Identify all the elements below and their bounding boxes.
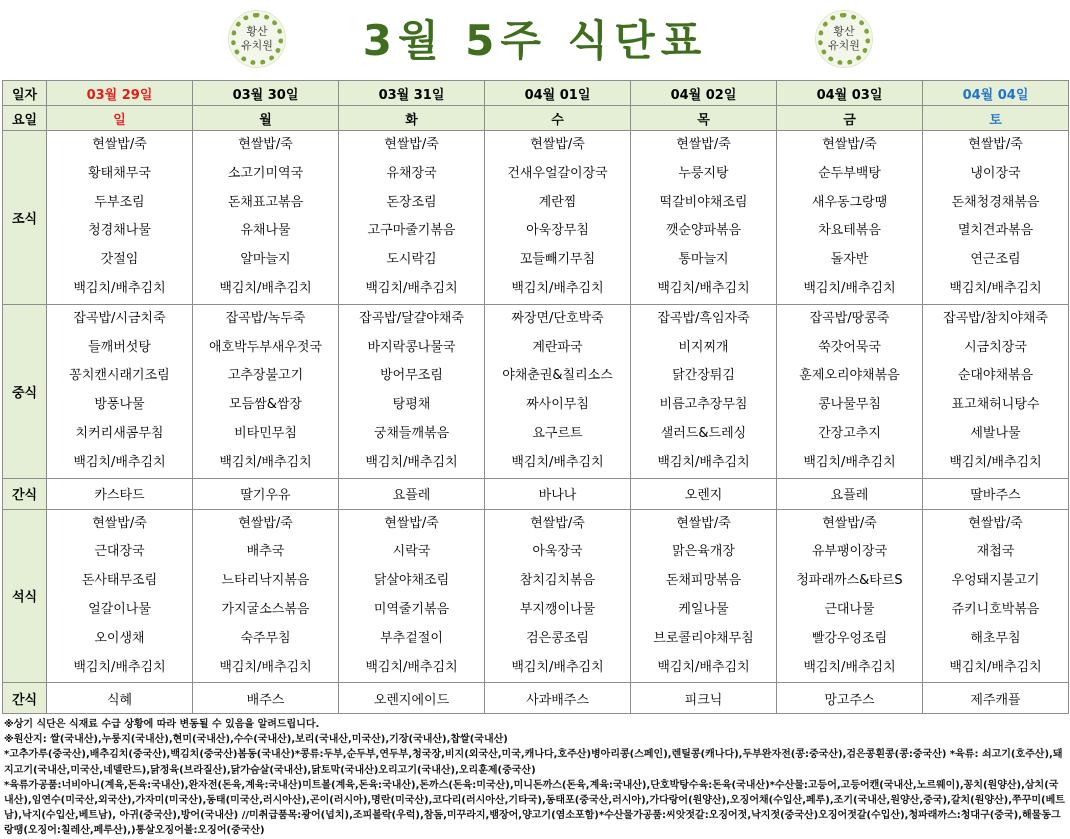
lunch-row <box>3 304 1069 478</box>
menu-item: 백김치/배추김치 <box>657 280 750 296</box>
breakfast-cell <box>47 131 193 305</box>
menu-item: 아욱장무침 <box>526 223 589 239</box>
breakfast-cell <box>485 131 631 305</box>
menu-item: 누룽지탕 <box>678 165 729 181</box>
lunch-cell <box>193 304 339 478</box>
note-origin-meat: *고추가루(중국산),배추김치(중국산),백김치(중국산)봄동(국내산)*콩류:두부,순두부,연두부,청국장,비지(외국산,미국,캐나다,호주산)병아리콩(스페인),렌틸콩(캐나다),두부완자전(콩:중국산),검은콩흰콩(콩:중국산) *육류: 쇠고기(호주산),돼지고기(국내산,미국산,네델란드),닭정육(브라질산),닭가슴살(국내산),닭토막(국내산)오리고기(국내산),오리훈제(중국산) <box>4 749 1063 776</box>
date-label: 일자 <box>3 81 47 106</box>
snack-item: 요플레 <box>777 478 923 509</box>
menu-item: 계란찜 <box>538 194 577 210</box>
menu-item: 깻순양파볶음 <box>665 223 742 239</box>
menu-item: 돈사태무조림 <box>81 573 158 589</box>
menu-item: 백김치/배추김치 <box>657 659 750 675</box>
menu-item: 꼬들빼기무침 <box>519 252 596 268</box>
menu-item: 방어무조림 <box>380 368 443 384</box>
menu-item: 현쌀밥/죽 <box>384 137 439 152</box>
lunch-label: 중식 <box>3 304 47 478</box>
lunch-cell <box>777 304 923 478</box>
menu-item: 쑥갓어묵국 <box>818 339 881 355</box>
menu-item: 계란파국 <box>532 339 583 355</box>
note-origin-seafood: *육류가공품:너비아니(계육,돈육:국내산),완자전(돈육,계육:국내산)미트볼(계육,돈육:국내산),돈까스(돈육:미국산),미니돈까스(돈육,계육:국내산),단호박탕수육:돈육(국내산)*수산물:고등어,고등어캔(국내산,노르웨이),꽁치(원양산),삼치(국내산),임연수(미국산,외국산),가자미(미국산),동태(미국산,러시아산),곤이(러시아),명란(미국산),코다리(러시아산,기타국),동태포(중국산,러시아),가다랑어(원양산),오징어채(수입산,페루),조기(국내산,원양산,중국),갈치(원양산),쭈꾸미(베트남),낙지(수입산,베트남), 아귀(중국산),방어(국내산) //미취급품목:광어(넙치),조피볼락(우럭),참돔,미꾸라지,뱀장어,양고기(염소포함)*수산물가공품:씨앗젓갈:오징어젓,낙지젓(중국산)오징어젓갈(수입산),청파래까스:청대구(중국),해물동그랑땡(오징어:칠레산,페루산),)통살오징어볼:오징어(중국산) <box>4 779 1065 837</box>
lunch-cell <box>339 304 485 478</box>
menu-item: 부추겉절이 <box>380 630 443 646</box>
menu-item: 비타민무침 <box>234 425 297 441</box>
menu-item: 부지깽이나물 <box>519 601 596 617</box>
note-disclaimer: ※상기 식단은 식재료 수급 상황에 따라 변동될 수 있음을 알려드립니다. <box>4 719 320 730</box>
menu-item: 백김치/배추김치 <box>73 454 166 470</box>
menu-item: 돈채표고볶음 <box>227 194 304 210</box>
menu-item: 유채장국 <box>386 165 437 181</box>
menu-item: 들깨버섯탕 <box>88 339 151 355</box>
date-cell: 03월 29일 <box>47 81 193 106</box>
menu-item: 차요테볶음 <box>818 223 881 239</box>
menu-item: 백김치/배추김치 <box>511 454 604 470</box>
menu-item: 돈채청경채볶음 <box>951 194 1040 210</box>
menu-item: 돈장조림 <box>386 194 437 210</box>
lunch-cell <box>485 304 631 478</box>
menu-item: 애호박두부새우젓국 <box>208 339 323 355</box>
day-row <box>3 106 1069 131</box>
menu-item: 백김치/배추김치 <box>219 454 312 470</box>
menu-item: 비지찌개 <box>678 339 729 355</box>
dinner-cell <box>47 509 193 683</box>
menu-item: 닭간장튀김 <box>672 368 735 384</box>
day-cell: 금 <box>777 106 923 131</box>
menu-item: 현쌀밥/죽 <box>384 515 439 531</box>
menu-item: 고구마줄기볶음 <box>367 223 456 239</box>
logo-right <box>815 10 873 68</box>
menu-item: 짜장면/단호박죽 <box>511 310 604 326</box>
snack-item: 딸기우유 <box>193 478 339 509</box>
menu-item: 미역줄기볶음 <box>373 601 450 617</box>
day-cell: 일 <box>47 106 193 131</box>
date-cell: 03월 30일 <box>193 81 339 106</box>
menu-item: 순대야채볶음 <box>957 368 1034 384</box>
dinner-cell <box>485 509 631 683</box>
date-cell: 04월 04일 <box>923 81 1069 106</box>
dinner-label: 석식 <box>3 509 47 683</box>
dinner-cell <box>193 509 339 683</box>
menu-item: 백김치/배추김치 <box>73 659 166 675</box>
menu-item: 바지락콩나물국 <box>367 339 456 355</box>
menu-item: 백김치/배추김치 <box>511 280 604 296</box>
snack-item: 식혜 <box>47 683 193 714</box>
page-title: 3월 5주 식단표 <box>362 16 708 65</box>
menu-item: 백김치/배추김치 <box>219 280 312 296</box>
menu-item: 세발나물 <box>970 425 1021 441</box>
menu-item: 청경채나물 <box>88 223 151 239</box>
snack-label: 간식 <box>3 478 47 509</box>
menu-item: 순두부백탕 <box>818 165 881 181</box>
day-cell: 수 <box>485 106 631 131</box>
menu-item: 현쌀밥/죽 <box>676 515 731 531</box>
snack-item: 오렌지에이드 <box>339 683 485 714</box>
menu-item: 알마늘지 <box>240 252 291 268</box>
menu-item: 백김치/배추김치 <box>803 659 896 675</box>
menu-item: 브로콜리야채무침 <box>653 630 754 646</box>
menu-item: 현쌀밥/죽 <box>238 137 293 152</box>
menu-item: 현쌀밥/죽 <box>238 515 293 531</box>
menu-item: 배추국 <box>246 544 285 560</box>
menu-item: 훈제오리야채볶음 <box>799 368 900 384</box>
menu-item: 백김치/배추김치 <box>803 280 896 296</box>
menu-item: 시락국 <box>392 544 431 560</box>
menu-item: 돌자반 <box>830 252 869 268</box>
menu-item: 백김치/배추김치 <box>365 659 458 675</box>
menu-item: 궁채들깨볶음 <box>373 425 450 441</box>
menu-item: 갓절임 <box>100 252 139 268</box>
snack-item: 딸바주스 <box>923 478 1069 509</box>
menu-item: 멸치견과볶음 <box>957 223 1034 239</box>
menu-item: 우엉돼지불고기 <box>951 573 1040 589</box>
menu-item: 샐러드&드레싱 <box>660 425 747 441</box>
breakfast-cell <box>339 131 485 305</box>
dinner-cell <box>777 509 923 683</box>
day-label: 요일 <box>3 106 47 131</box>
menu-item: 황태채무국 <box>88 165 151 181</box>
menu-item: 현쌀밥/죽 <box>530 515 585 531</box>
menu-item: 통마늘지 <box>678 252 729 268</box>
menu-item: 현쌀밥/죽 <box>92 515 147 531</box>
logo-text: 황산 유치원 <box>241 25 273 52</box>
menu-item: 냉이장국 <box>970 165 1021 181</box>
menu-item: 모듬쌈&쌈장 <box>229 397 302 413</box>
snack-item: 요플레 <box>339 478 485 509</box>
lunch-cell <box>631 304 777 478</box>
menu-item: 야채춘권&칠리소스 <box>502 368 613 384</box>
menu-item: 닭살야채조림 <box>373 573 450 589</box>
menu-item: 쥬키니호박볶음 <box>951 601 1040 617</box>
dinner-cell <box>923 509 1069 683</box>
menu-item: 백김치/배추김치 <box>949 280 1042 296</box>
menu-item: 유부팽이장국 <box>811 544 888 560</box>
snack-item: 피크닉 <box>631 683 777 714</box>
menu-table <box>2 80 1069 714</box>
menu-item: 숙주무침 <box>240 630 291 646</box>
menu-item: 백김치/배추김치 <box>365 280 458 296</box>
menu-item: 떡갈비야채조림 <box>659 194 748 210</box>
note-origin-grain: ※원산지: 쌀(국내산),누룽지(국내산),현미(국내산),수수(국내산),보리(국내산,미국산),기장(국내산),찹쌀(국내산) <box>4 734 508 746</box>
breakfast-cell <box>631 131 777 305</box>
snack-item: 제주캐플 <box>923 683 1069 714</box>
menu-item: 치커리새콤무침 <box>75 425 164 441</box>
menu-item: 고추장불고기 <box>227 368 304 384</box>
menu-item: 요구르트 <box>532 425 583 441</box>
lunch-cell <box>923 304 1069 478</box>
menu-item: 새우동그랑땡 <box>811 194 888 210</box>
breakfast-cell <box>777 131 923 305</box>
menu-item: 빨강우엉조림 <box>811 630 888 646</box>
menu-item: 잡곡밥/달걀야채죽 <box>359 310 464 326</box>
snack-item: 바나나 <box>485 478 631 509</box>
menu-item: 검은콩조림 <box>526 630 589 646</box>
menu-item: 해초무침 <box>970 630 1021 646</box>
menu-item: 탕평채 <box>392 397 431 413</box>
dinner-row <box>3 509 1069 683</box>
menu-item: 간장고추지 <box>818 425 881 441</box>
menu-item: 백김치/배추김치 <box>73 280 166 296</box>
date-cell: 03월 31일 <box>339 81 485 106</box>
snack2-label: 간식 <box>3 683 47 714</box>
menu-item: 오이생채 <box>94 630 145 646</box>
breakfast-cell <box>923 131 1069 305</box>
menu-item: 맑은육개장 <box>672 544 735 560</box>
menu-item: 청파래까스&타르S <box>796 573 903 589</box>
menu-item: 연근조림 <box>970 252 1021 268</box>
date-cell: 04월 03일 <box>777 81 923 106</box>
menu-item: 잡곡밥/녹두죽 <box>225 310 306 326</box>
snack-item: 망고주스 <box>777 683 923 714</box>
menu-item: 도시락김 <box>386 252 437 268</box>
menu-item: 백김치/배추김치 <box>657 454 750 470</box>
day-cell: 토 <box>923 106 1069 131</box>
menu-item: 방풍나물 <box>94 397 145 413</box>
day-cell: 화 <box>339 106 485 131</box>
menu-item: 현쌀밥/죽 <box>822 515 877 531</box>
menu-item: 백김치/배추김치 <box>365 454 458 470</box>
menu-item: 백김치/배추김치 <box>511 659 604 675</box>
menu-item: 꽁치캔시래기조림 <box>69 368 170 384</box>
menu-item: 잡곡밥/땅콩죽 <box>809 310 890 326</box>
menu-item: 건새우얼갈이장국 <box>507 165 608 181</box>
menu-item: 현쌀밥/죽 <box>92 137 147 152</box>
snack-item: 배주스 <box>193 683 339 714</box>
menu-item: 가지굴소스볶음 <box>221 601 310 617</box>
snack-item: 사과배주스 <box>485 683 631 714</box>
menu-item: 현쌀밥/죽 <box>968 515 1023 531</box>
menu-item: 얼갈이나물 <box>88 601 151 617</box>
snack-row <box>3 478 1069 509</box>
date-cell: 04월 01일 <box>485 81 631 106</box>
menu-item: 표고채허니탕수 <box>951 397 1040 413</box>
menu-item: 돈채피망볶음 <box>665 573 742 589</box>
menu-item: 현쌀밥/죽 <box>676 137 731 152</box>
breakfast-label: 조식 <box>3 131 47 305</box>
notes <box>4 717 1066 839</box>
menu-item: 현쌀밥/죽 <box>968 137 1023 152</box>
logo-text: 황산 유치원 <box>828 25 860 52</box>
menu-item: 비름고추장무침 <box>659 397 748 413</box>
menu-item: 짜사이무침 <box>526 397 589 413</box>
menu-item: 잡곡밥/흑임자죽 <box>657 310 750 326</box>
menu-item: 잡곡밥/시금치죽 <box>73 310 166 326</box>
date-row <box>3 81 1069 106</box>
menu-item: 잡곡밥/참치야채죽 <box>943 310 1048 326</box>
lunch-cell <box>47 304 193 478</box>
menu-item: 백김치/배추김치 <box>949 454 1042 470</box>
menu-item: 백김치/배추김치 <box>949 659 1042 675</box>
dinner-cell <box>631 509 777 683</box>
snack-item: 오렌지 <box>631 478 777 509</box>
breakfast-cell <box>193 131 339 305</box>
menu-item: 유채나물 <box>240 223 291 239</box>
menu-item: 소고기미역국 <box>227 165 304 181</box>
menu-item: 현쌀밥/죽 <box>530 137 585 152</box>
date-cell: 04월 02일 <box>631 81 777 106</box>
breakfast-row <box>3 131 1069 305</box>
dinner-cell <box>339 509 485 683</box>
menu-item: 재첩국 <box>976 544 1015 560</box>
menu-item: 현쌀밥/죽 <box>822 137 877 152</box>
snack2-row <box>3 683 1069 714</box>
menu-item: 참치김치볶음 <box>519 573 596 589</box>
day-cell: 월 <box>193 106 339 131</box>
menu-item: 아욱장국 <box>532 544 583 560</box>
menu-item: 백김치/배추김치 <box>219 659 312 675</box>
menu-item: 근대나물 <box>824 601 875 617</box>
menu-item: 케일나물 <box>678 601 729 617</box>
menu-item: 두부조림 <box>94 194 145 210</box>
menu-item: 근대장국 <box>94 544 145 560</box>
menu-item: 콩나물무침 <box>818 397 881 413</box>
snack-item: 카스타드 <box>47 478 193 509</box>
day-cell: 목 <box>631 106 777 131</box>
menu-item: 시금치장국 <box>964 339 1027 355</box>
menu-item: 백김치/배추김치 <box>803 454 896 470</box>
menu-item: 느타리낙지볶음 <box>221 573 310 589</box>
